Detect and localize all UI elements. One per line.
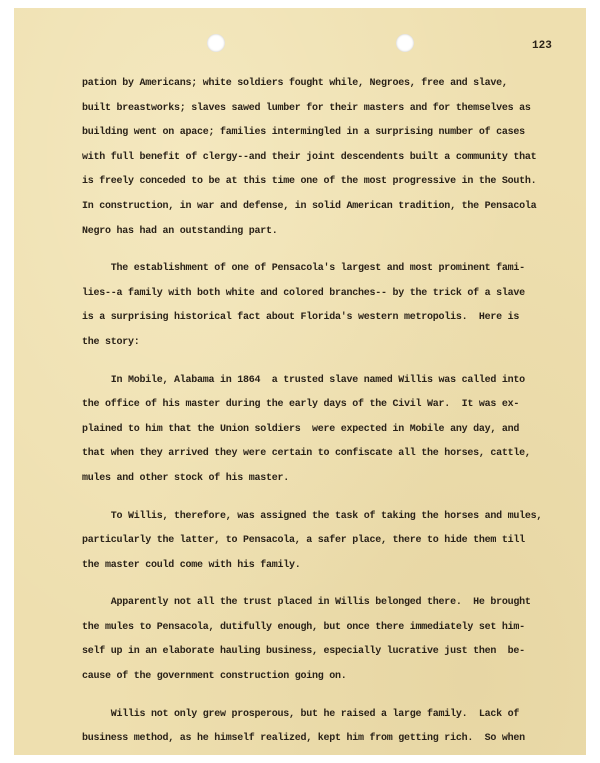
paragraph bbox=[82, 257, 552, 355]
text-line: Willis not only grew prosperous, but he raised a large family. Lack of bbox=[82, 708, 520, 720]
paragraph bbox=[82, 72, 552, 244]
text-line: lies--a family with both white and colored branches-- by the trick of a slave bbox=[82, 287, 525, 299]
text-line: In construction, in war and defense, in solid American tradition, the Pensacola bbox=[82, 200, 537, 212]
text-line: particularly the latter, to Pensacola, a safer place, there to hide them till bbox=[82, 535, 525, 547]
text-line: In Mobile, Alabama in 1864 a trusted slave named Willis was called into bbox=[82, 374, 525, 386]
paragraph bbox=[82, 591, 552, 689]
punch-hole bbox=[396, 34, 414, 52]
text-line: pation by Americans; white soldiers fought while, Negroes, free and slave, bbox=[82, 78, 508, 89]
text-line: the master could come with his family. bbox=[82, 559, 301, 571]
text-line: self up in an elaborate hauling business, especially lucrative just then be- bbox=[82, 646, 525, 658]
text-line: with full benefit of clergy--and their joint descendents built a community that bbox=[82, 151, 537, 163]
text-line: is a surprising historical fact about Florida's western metropolis. Here is bbox=[82, 312, 520, 324]
paragraph bbox=[82, 505, 552, 579]
text-line: the mules to Pensacola, dutifully enough, but once there immediately set him- bbox=[82, 621, 525, 633]
text-line: the story: bbox=[82, 336, 140, 348]
text-line: To Willis, therefore, was assigned the task of taking the horses and mules, bbox=[82, 510, 543, 522]
punch-hole bbox=[207, 34, 225, 52]
text-line: Apparently not all the trust placed in Willis belonged there. He brought bbox=[82, 597, 531, 609]
text-line: the office of his master during the early days of the Civil War. It was ex- bbox=[82, 399, 520, 411]
paragraph bbox=[82, 703, 552, 752]
document-page bbox=[14, 8, 586, 755]
typed-text-body bbox=[82, 72, 552, 752]
page-number: 123 bbox=[532, 40, 552, 52]
text-line: The establishment of one of Pensacola's largest and most prominent fami- bbox=[82, 263, 525, 275]
text-line: mules and other stock of his master. bbox=[82, 472, 290, 484]
text-line: cause of the government construction going on. bbox=[82, 671, 347, 683]
text-line: that when they arrived they were certain to confiscate all the horses, cattle, bbox=[82, 448, 531, 460]
text-line: Negro has had an outstanding part. bbox=[82, 225, 278, 237]
text-line: built breastworks; slaves sawed lumber for their masters and for themselves as bbox=[82, 102, 531, 114]
text-line: business method, as he himself realized, kept him from getting rich. So when bbox=[82, 733, 525, 745]
text-line: building went on apace; families intermingled in a surprising number of cases bbox=[82, 127, 525, 139]
text-line: is freely conceded to be at this time one of the most progressive in the South. bbox=[82, 176, 537, 188]
paragraph bbox=[82, 369, 552, 492]
text-line: plained to him that the Union soldiers were expected in Mobile any day, and bbox=[82, 423, 520, 435]
